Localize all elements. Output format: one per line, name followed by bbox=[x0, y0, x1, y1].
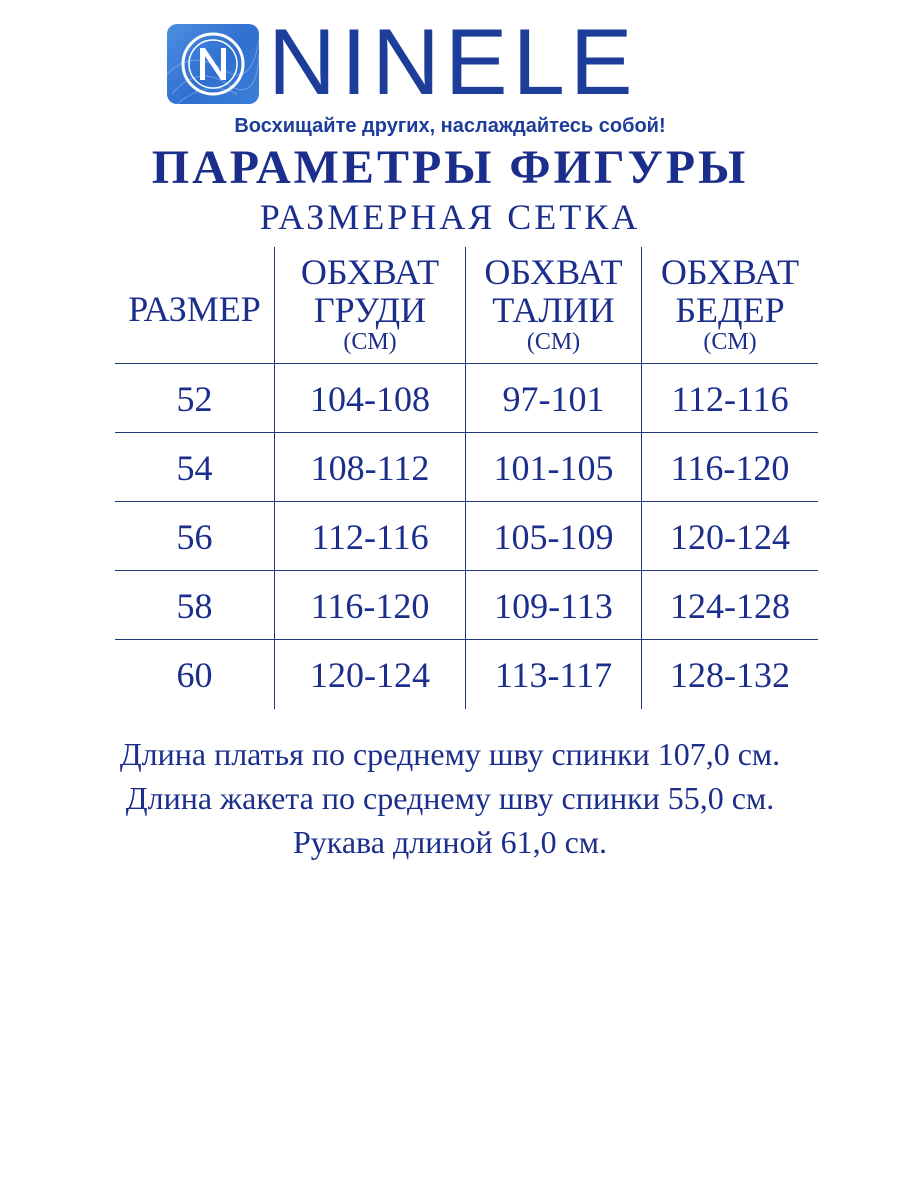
cell-bust: 120-124 bbox=[310, 655, 430, 695]
note-dress-length: Длина платья по среднему шву спинки 107,0 см. bbox=[119, 736, 781, 772]
header-size: РАЗМЕР bbox=[128, 289, 261, 329]
cell-bust: 108-112 bbox=[310, 448, 430, 488]
cell-bust: 112-116 bbox=[311, 517, 429, 557]
cell-hips: 116-120 bbox=[670, 448, 790, 488]
cell-size: 56 bbox=[176, 517, 213, 557]
cell-waist: 101-105 bbox=[493, 448, 614, 488]
cell-bust: 116-120 bbox=[310, 586, 430, 626]
header-bust bbox=[275, 253, 465, 355]
cell-hips: 124-128 bbox=[670, 586, 790, 626]
cell-waist: 109-113 bbox=[494, 586, 613, 626]
row-divider bbox=[115, 501, 818, 502]
cell-waist: 113-117 bbox=[494, 655, 613, 695]
cell-hips: 120-124 bbox=[670, 517, 790, 557]
cell-size: 52 bbox=[176, 379, 213, 419]
cell-hips: 112-116 bbox=[671, 379, 789, 419]
cell-size: 58 bbox=[176, 586, 213, 626]
brand-header bbox=[0, 0, 900, 145]
size-chart-table bbox=[115, 247, 818, 709]
row-divider bbox=[115, 363, 818, 364]
header-hips bbox=[642, 253, 818, 355]
cell-hips: 128-132 bbox=[670, 655, 790, 695]
header-hips-line2: БЕДЕР bbox=[675, 290, 785, 330]
cell-waist: 97-101 bbox=[502, 379, 605, 419]
header-bust-unit: (СМ) bbox=[343, 329, 397, 355]
header-hips-line1: ОБХВАТ bbox=[660, 252, 800, 292]
brand-logo-badge bbox=[167, 24, 259, 104]
brand-slogan: Восхищайте других, наслаждайтесь собой! bbox=[234, 115, 666, 137]
header-bust-line2: ГРУДИ bbox=[313, 290, 427, 330]
row-divider bbox=[115, 639, 818, 640]
note-jacket-length: Длина жакета по среднему шву спинки 55,0 см. bbox=[125, 780, 775, 816]
row-divider bbox=[115, 432, 818, 433]
header-waist-line2: ТАЛИИ bbox=[492, 290, 615, 330]
note-sleeve-length: Рукава длиной 61,0 см. bbox=[292, 824, 608, 860]
cell-size: 60 bbox=[176, 655, 213, 695]
brand-name: NINELE bbox=[268, 9, 638, 114]
garment-notes bbox=[0, 732, 900, 864]
logo-mark-icon bbox=[167, 24, 259, 104]
cell-size: 54 bbox=[176, 448, 213, 488]
page-subtitle: РАЗМЕРНАЯ СЕТКА bbox=[259, 197, 641, 237]
header-waist-unit: (СМ) bbox=[526, 329, 581, 355]
header-waist-line1: ОБХВАТ bbox=[484, 252, 623, 292]
header-hips-unit: (СМ) bbox=[703, 329, 757, 355]
page-title: ПАРАМЕТРЫ ФИГУРЫ bbox=[151, 141, 749, 194]
cell-bust: 104-108 bbox=[310, 379, 430, 419]
header-waist bbox=[466, 253, 641, 355]
row-divider bbox=[115, 570, 818, 571]
header-bust-line1: ОБХВАТ bbox=[300, 252, 440, 292]
cell-waist: 105-109 bbox=[493, 517, 614, 557]
